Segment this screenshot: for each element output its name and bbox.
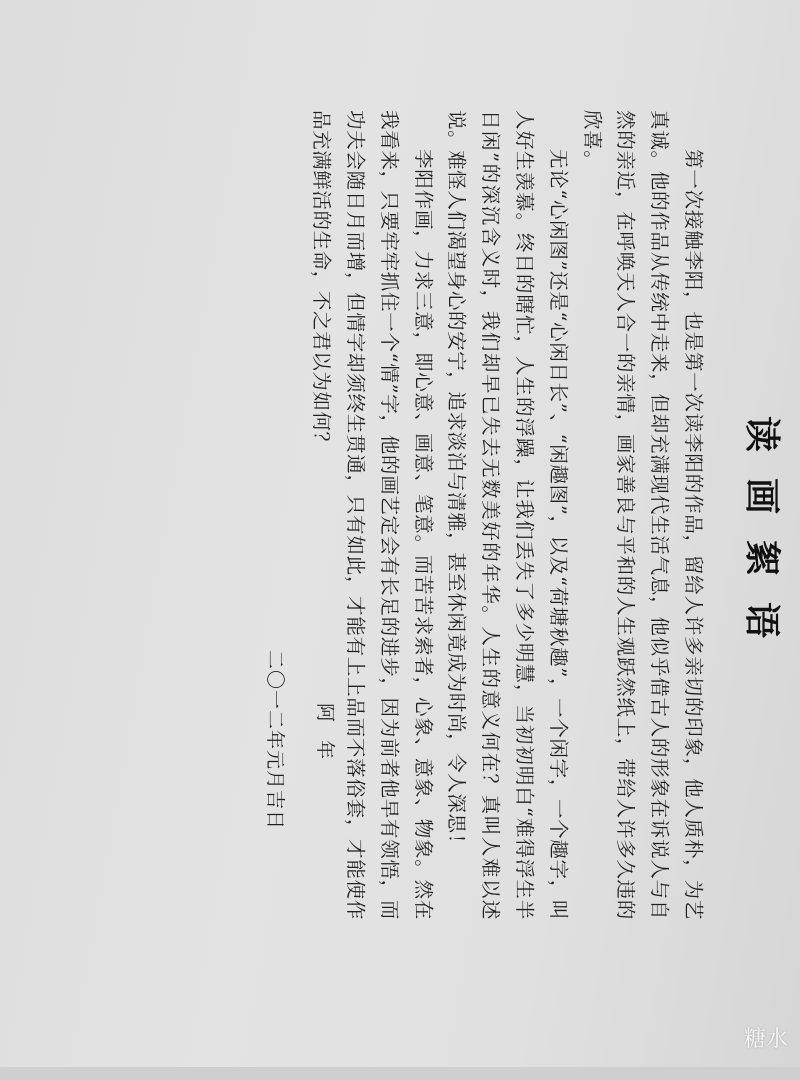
signature-date: 二〇一二年元月吉日: [264, 649, 286, 830]
document-body: [304, 110, 710, 920]
document-title: 读画絮语: [741, 415, 783, 664]
watermark: 糖水: [743, 1027, 788, 1052]
rotated-document: [180, 0, 800, 1080]
author-signature: 阿年: [314, 702, 336, 777]
paragraph-2: 无论“心闲图”还是“心闲日长”、“闲趣图”，以及“荷塘秋趣”，一个闲字，一个趣字，叫人好生羡慕。终日的瞎忙，人生的浮躁，让我们丢失了多少明慧，当初初明白“难得浮生半日闲”的深沉含义时，我们却早已失去无数美好的年华。人生的意义何在？真叫人难以述说。难怪人们渴望身心的安宁，追求淡泊与清雅，甚至休闲竟成为时尚，令人深思！: [445, 110, 570, 920]
paragraph-3: 李阳作画，力求三意，即心意、画意、笔意。而苦苦求索者，心象、意象、物象。然在我看来，只要牢牢抓住一个“情”字，他的画艺定会有长足的进步，因为前者他早有领悟，而功夫会随日月而增，但情字却须终生贯通，只有如此，才能有上上品而不落俗套，才能使作品充满鲜活的生命，不之君以为如何？: [310, 110, 435, 920]
paragraph-1: 第一次接触李阳，也是第一次读李阳的作品，留给人许多亲切的印象，他人质朴，为艺真诚。他的作品从传统中走来，但却充满现代生活气息，他似乎借古人的形象在诉说人与自然的亲近，在呼唤天人合一的亲情，画家善良与平和的人生观跃然纸上，带给人许多久违的欣喜。: [580, 110, 705, 920]
